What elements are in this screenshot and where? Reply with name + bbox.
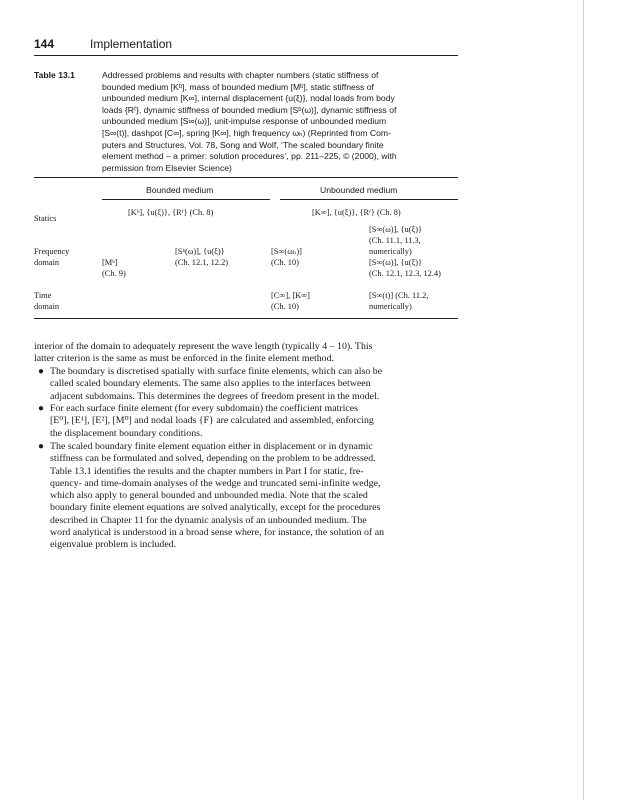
- body-line: adjacent subdomains. This determines the degrees of freedom present in the model.: [50, 390, 380, 402]
- statics-bounded: [Kᵇ], {u(ξ)}, {Rᶠ} (Ch. 8): [128, 208, 214, 217]
- bullet-item-1: [50, 366, 458, 403]
- time-unbounded-dashpot-ch: (Ch. 10): [271, 302, 299, 311]
- freq-unbounded-line: numerically): [369, 247, 412, 256]
- freq-unbounded-line: [S∞(ω)], {u(ξ)}: [369, 225, 423, 234]
- time-unbounded-impulse: [S∞(t)] (Ch. 11.2,: [369, 291, 429, 300]
- time-unbounded-dashpot: [C∞], [K∞]: [271, 291, 310, 300]
- table-bottom-rule: [34, 318, 458, 319]
- body-line: The boundary is discretised spatially with surface finite elements, which can also be: [50, 366, 383, 377]
- unbounded-head-rule: [280, 199, 458, 200]
- caption-line: bounded medium [Kᵇ], mass of bounded medium [Mᵇ], static stiffness of: [102, 81, 374, 92]
- col-head-unbounded: Unbounded medium: [320, 185, 398, 195]
- caption-line: unbounded medium [K∞], internal displacement {u(ξ)}, nodal loads from body: [102, 93, 395, 104]
- caption-line: [S∞(t)], dashpot [C∞], spring [K∞], high frequency ωₕ) (Reprinted from Com-: [102, 127, 391, 138]
- bullet-icon: ●: [38, 366, 44, 377]
- freq-bounded-mass: [Mᵇ]: [102, 258, 118, 267]
- body-line: [E⁰], [E¹], [E²], [M⁰] and nodal loads {F} are calculated and assembled, enforcing: [50, 415, 374, 427]
- body-line: eigenvalue problem is included.: [50, 539, 177, 551]
- body-line: interior of the domain to adequately represent the wave length (typically 4 – 10). This: [34, 341, 373, 352]
- body-line: latter criterion is the same as must be enforced in the finite element method.: [34, 353, 334, 365]
- freq-bounded-dyn: [Sᵇ(ω)], {u(ξ)}: [175, 247, 225, 256]
- running-title: Implementation: [90, 37, 173, 51]
- body-line: called scaled boundary elements. The same also applies to the interfaces between: [50, 378, 371, 390]
- time-unbounded-impulse-ch: numerically): [369, 302, 412, 311]
- freq-unbounded-line: [S∞(ω)], {u(ξ)}: [369, 258, 423, 267]
- bullet-icon: ●: [38, 441, 44, 452]
- body-line: which also apply to general bounded and unbounded media. Note that the scaled: [50, 490, 368, 502]
- caption-line: puters and Structures, Vol. 78, Song and Wolf, ‘The scaled boundary finite: [102, 139, 384, 150]
- page-number: 144: [34, 37, 55, 51]
- body-line: Table 13.1 identifies the results and the chapter numbers in Part I for static, fre-: [50, 465, 364, 477]
- caption-line: permission from Elsevier Science): [102, 162, 232, 173]
- freq-unbounded-line: (Ch. 11.1, 11.3,: [369, 236, 421, 245]
- caption-line: Addressed problems and results with chapter numbers (static stiffness of: [102, 70, 379, 80]
- freq-unbounded-high: [S∞(ωₕ)]: [271, 247, 302, 256]
- statics-unbounded: [K∞], {u(ξ)}, {Rᶠ} (Ch. 8): [312, 208, 401, 217]
- body-line: word analytical is understood in a broad sense where, for instance, the solution of an: [50, 527, 385, 539]
- freq-bounded-dyn-ch: (Ch. 12.1, 12.2): [175, 258, 229, 267]
- table-caption: [102, 70, 458, 174]
- bullet-icon: ●: [38, 403, 44, 414]
- freq-unbounded-line: (Ch. 12.1, 12.3, 12.4): [369, 269, 441, 278]
- body-line: described in Chapter 11 for the dynamic analysis of an unbounded medium. The: [50, 514, 367, 526]
- row-label-time-domain: domain: [34, 302, 60, 311]
- bullet-item-2: [50, 403, 458, 440]
- table-label: Table 13.1: [34, 70, 75, 80]
- header-rule: [34, 55, 458, 56]
- bullet-item-3: [50, 441, 458, 552]
- body-line: boundary finite element equations are solved analytically, except for the procedures: [50, 502, 381, 514]
- row-label-frequency-domain: domain: [34, 258, 60, 267]
- body-line: quency- and time-domain analyses of the wedge and truncated semi-infinite wedge,: [50, 477, 381, 489]
- body-line: the displacement boundary conditions.: [50, 427, 203, 439]
- table-top-rule: [34, 177, 458, 178]
- row-label-time: Time: [34, 291, 52, 300]
- col-head-bounded: Bounded medium: [146, 185, 214, 195]
- caption-line: unbounded medium [S∞(ω)], unit-impulse response of unbounded medium: [102, 116, 387, 127]
- freq-unbounded-high-ch: (Ch. 10): [271, 258, 299, 267]
- body-line: stiffness can be formulated and solved, depending on the problem to be addressed.: [50, 453, 376, 465]
- caption-line: loads {Rᶠ}, dynamic stiffness of bounded medium [Sᵇ(ω)], dynamic stiffness of: [102, 104, 397, 115]
- bounded-head-rule: [102, 199, 270, 200]
- caption-line: element method – a primer: solution procedures’, pp. 211–225, © (2000), with: [102, 151, 397, 162]
- row-label-statics: Statics: [34, 214, 57, 223]
- body-paragraph: [34, 341, 458, 366]
- row-label-frequency: Frequency: [34, 247, 70, 256]
- freq-bounded-mass-ch: (Ch. 9): [102, 269, 126, 278]
- page-edge-rule: [583, 0, 584, 800]
- body-line: The scaled boundary finite element equation either in displacement or in dynamic: [50, 441, 373, 452]
- body-line: For each surface finite element (for every subdomain) the coefficient matrices: [50, 403, 359, 414]
